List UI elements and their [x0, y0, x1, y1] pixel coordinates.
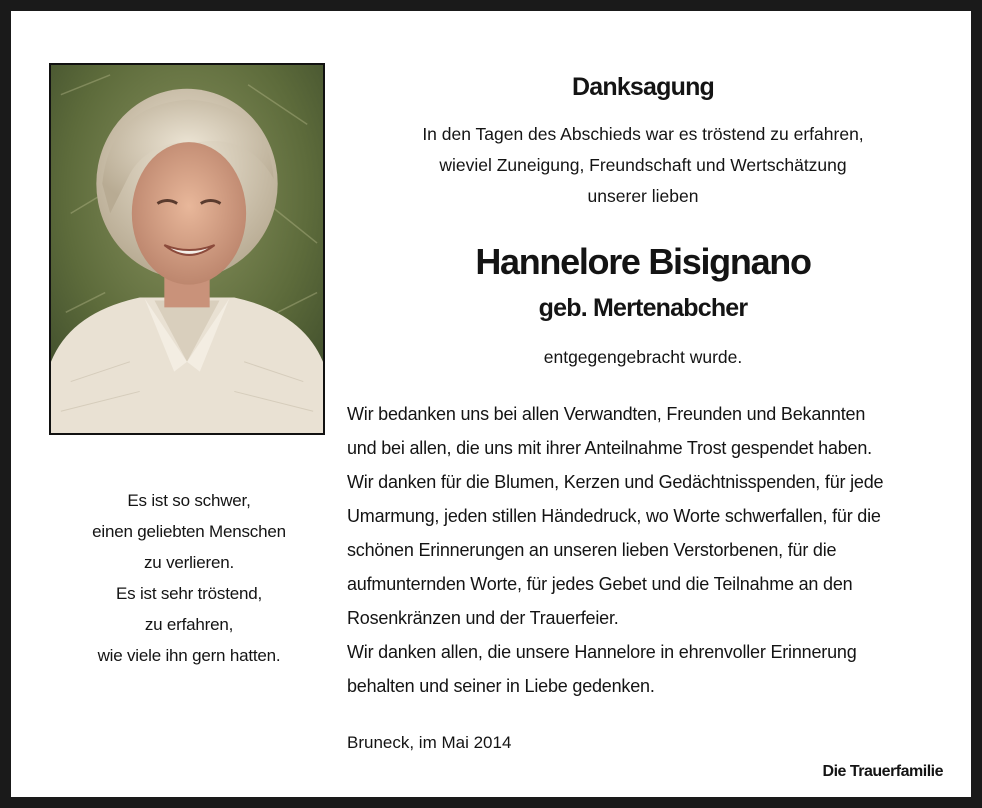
body-line: Rosenkränzen und der Trauerfeier.: [347, 608, 619, 628]
poem-line: einen geliebten Menschen: [92, 522, 286, 541]
body-line: schönen Erinnerungen an unseren lieben Verstorbenen, für die: [347, 540, 837, 560]
intro-line: wieviel Zuneigung, Freundschaft und Wertschätzung: [439, 155, 847, 175]
obituary-card: [11, 11, 971, 797]
poem-line: Es ist so schwer,: [127, 491, 251, 510]
poem: [41, 485, 337, 671]
intro-line: In den Tagen des Abschieds war es tröstend zu erfahren,: [422, 124, 864, 144]
intro-text: [343, 119, 943, 212]
portrait-photo: [49, 63, 325, 435]
shown-line: entgegengebracht wurde.: [543, 347, 743, 367]
poem-line: zu verlieren.: [144, 553, 234, 572]
signature: Die Trauerfamilie: [822, 763, 943, 780]
thanks-body: [347, 397, 947, 703]
body-line: und bei allen, die uns mit ihrer Anteilnahme Trost gespendet haben.: [347, 438, 872, 458]
portrait-image: [51, 65, 323, 433]
intro-line: unserer lieben: [587, 186, 699, 206]
place-date: Bruneck, im Mai 2014: [347, 733, 512, 752]
body-line: Wir bedanken uns bei allen Verwandten, Freunden und Bekannten: [347, 404, 866, 424]
deceased-name: Hannelore Bisignano: [475, 241, 811, 282]
birth-name: geb. Mertenabcher: [538, 294, 748, 322]
body-line: Umarmung, jeden stillen Händedruck, wo Worte schwerfallen, für die: [347, 506, 881, 526]
body-line: Wir danken für die Blumen, Kerzen und Gedächtnisspenden, für jede: [347, 472, 884, 492]
poem-line: wie viele ihn gern hatten.: [97, 646, 281, 665]
poem-line: zu erfahren,: [144, 615, 234, 634]
body-line: Wir danken allen, die unsere Hannelore in ehrenvoller Erinnerung: [347, 642, 857, 662]
page-title: Danksagung: [571, 73, 715, 101]
body-line: behalten und seiner in Liebe gedenken.: [347, 676, 655, 696]
body-line: aufmunternden Worte, für jedes Gebet und die Teilnahme an den: [347, 574, 853, 594]
poem-line: Es ist sehr tröstend,: [115, 584, 263, 603]
